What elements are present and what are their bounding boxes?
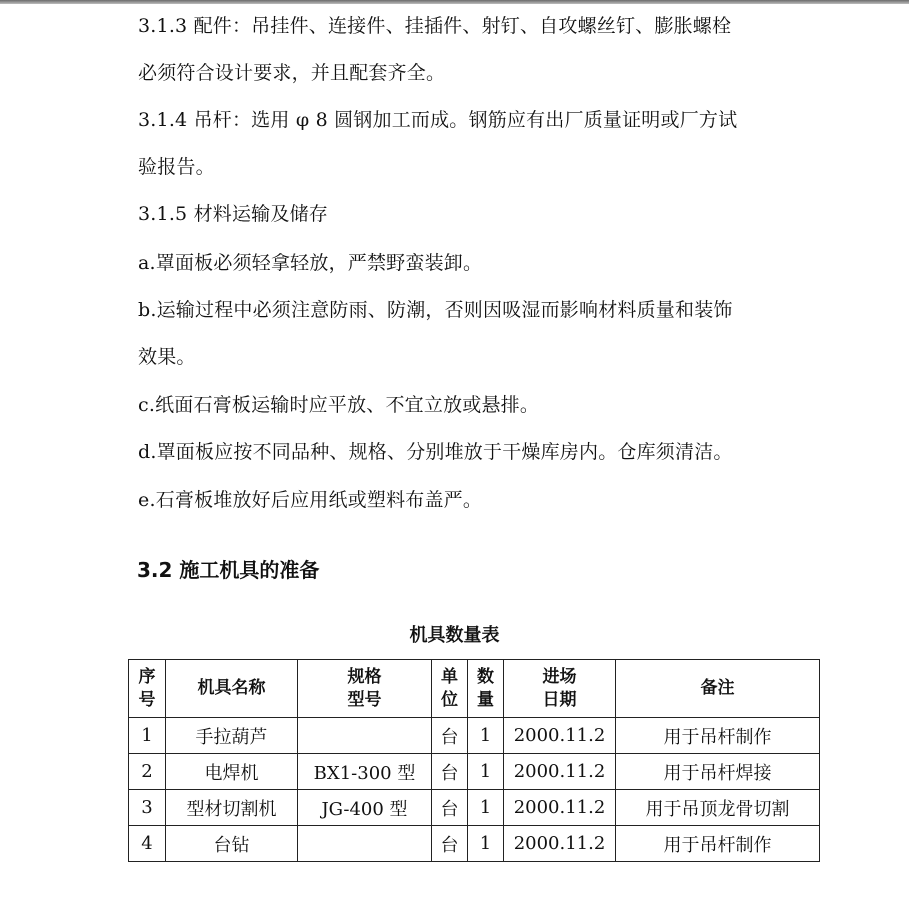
table-row [129,754,820,790]
cell-name: 型材切割机 [166,790,298,826]
cell-date: 2000.11.2 [504,754,616,790]
cell-remark: 用于吊杆制作 [616,826,820,862]
table-row [129,826,820,862]
paragraph-3-1-3-line1: 3.1.3 配件：吊挂件、连接件、挂插件、射钉、自攻螺丝钉、膨胀螺栓 [138,15,732,37]
cell-date: 2000.11.2 [504,826,616,862]
cell-remark: 用于吊杆焊接 [616,754,820,790]
cell-spec [298,826,432,862]
cell-remark: 用于吊顶龙骨切割 [616,790,820,826]
cell-date: 2000.11.2 [504,718,616,754]
cell-qty: 1 [468,826,504,862]
cell-spec: JG-400 型 [298,790,432,826]
header-qty-line1: 数 [477,666,494,687]
cell-seq: 4 [129,826,166,862]
header-spec [298,660,432,718]
cell-unit: 台 [432,718,468,754]
header-spec-line2: 型号 [347,689,382,710]
cell-unit: 台 [432,826,468,862]
cell-name: 台钻 [166,826,298,862]
header-name: 机具名称 [166,660,298,718]
paragraph-3-1-4-line1: 3.1.4 吊杆：选用 φ 8 圆钢加工而成。钢筋应有出厂质量证明或厂方试 [138,109,738,131]
cell-seq: 1 [129,718,166,754]
cell-remark: 用于吊杆制作 [616,718,820,754]
table-header-row [129,660,820,718]
header-date-line1: 进场 [542,666,577,687]
paragraph-item-b-line2: 效果。 [138,346,196,368]
cell-seq: 2 [129,754,166,790]
cell-qty: 1 [468,754,504,790]
cell-seq: 3 [129,790,166,826]
header-seq-line2: 号 [138,689,156,710]
table-title: 机具数量表 [409,625,500,646]
paragraph-item-c: c.纸面石膏板运输时应平放、不宜立放或悬排。 [138,394,540,416]
cell-date: 2000.11.2 [504,790,616,826]
table-row [129,790,820,826]
cell-qty: 1 [468,790,504,826]
paragraph-item-b-line1: b.运输过程中必须注意防雨、防潮，否则因吸湿而影响材料质量和装饰 [138,299,733,321]
header-qty [468,660,504,718]
paragraph-3-1-3-line2: 必须符合设计要求，并且配套齐全。 [138,62,446,84]
header-date-line2: 日期 [542,689,577,710]
header-date [504,660,616,718]
header-spec-line1: 规格 [347,666,382,687]
paragraph-3-1-4-line2: 验报告。 [138,156,215,178]
header-seq-line1: 序 [138,666,156,687]
header-seq [129,660,166,718]
paragraph-3-1-5-title: 3.1.5 材料运输及储存 [138,203,328,225]
cell-name: 电焊机 [166,754,298,790]
table-row [129,718,820,754]
header-unit-line2: 位 [441,689,458,710]
cell-qty: 1 [468,718,504,754]
paragraph-item-d: d.罩面板应按不同品种、规格、分别堆放于干燥库房内。仓库须清洁。 [138,441,733,463]
paragraph-item-e: e.石膏板堆放好后应用纸或塑料布盖严。 [138,489,483,511]
page-top-border [0,0,909,4]
section-heading-3-2: 3.2 施工机具的准备 [137,558,320,582]
cell-name: 手拉葫芦 [166,718,298,754]
cell-unit: 台 [432,754,468,790]
paragraph-item-a: a.罩面板必须轻拿轻放，严禁野蛮装卸。 [138,252,483,274]
header-remark: 备注 [616,660,820,718]
header-unit-line1: 单 [441,666,458,687]
cell-unit: 台 [432,790,468,826]
header-unit [432,660,468,718]
cell-spec: BX1-300 型 [298,754,432,790]
cell-spec [298,718,432,754]
header-qty-line2: 量 [477,689,494,710]
equipment-table [128,659,820,862]
